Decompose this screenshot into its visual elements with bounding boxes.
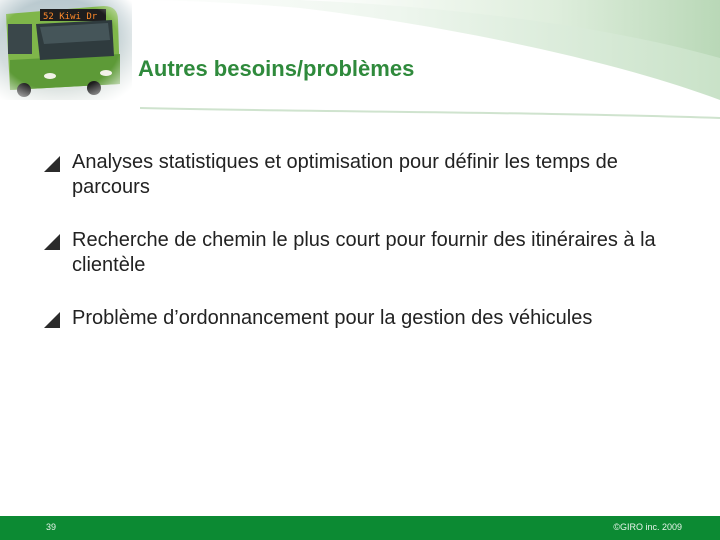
triangle-bullet-icon — [44, 156, 60, 172]
bullet-list — [42, 150, 682, 359]
bullet-item — [42, 306, 682, 331]
footer-bar — [0, 516, 720, 540]
bullet-item — [42, 228, 682, 278]
slide-title: Autres besoins/problèmes — [138, 56, 415, 81]
page-number: 39 — [46, 522, 57, 532]
triangle-bullet-icon — [44, 234, 60, 250]
copyright-text: ©GIRO inc. 2009 — [613, 522, 682, 532]
triangle-bullet-icon — [44, 312, 60, 328]
bullet-item — [42, 150, 682, 200]
bullet-text: Problème d’ordonnancement pour la gestion des véhicules — [72, 307, 593, 329]
bullet-text: Recherche de chemin le plus court pour fournir des itinéraires à la clientèle — [72, 229, 656, 276]
bullet-text: Analyses statistiques et optimisation pour définir les temps de parcours — [72, 151, 618, 198]
bus-photo — [0, 0, 132, 100]
